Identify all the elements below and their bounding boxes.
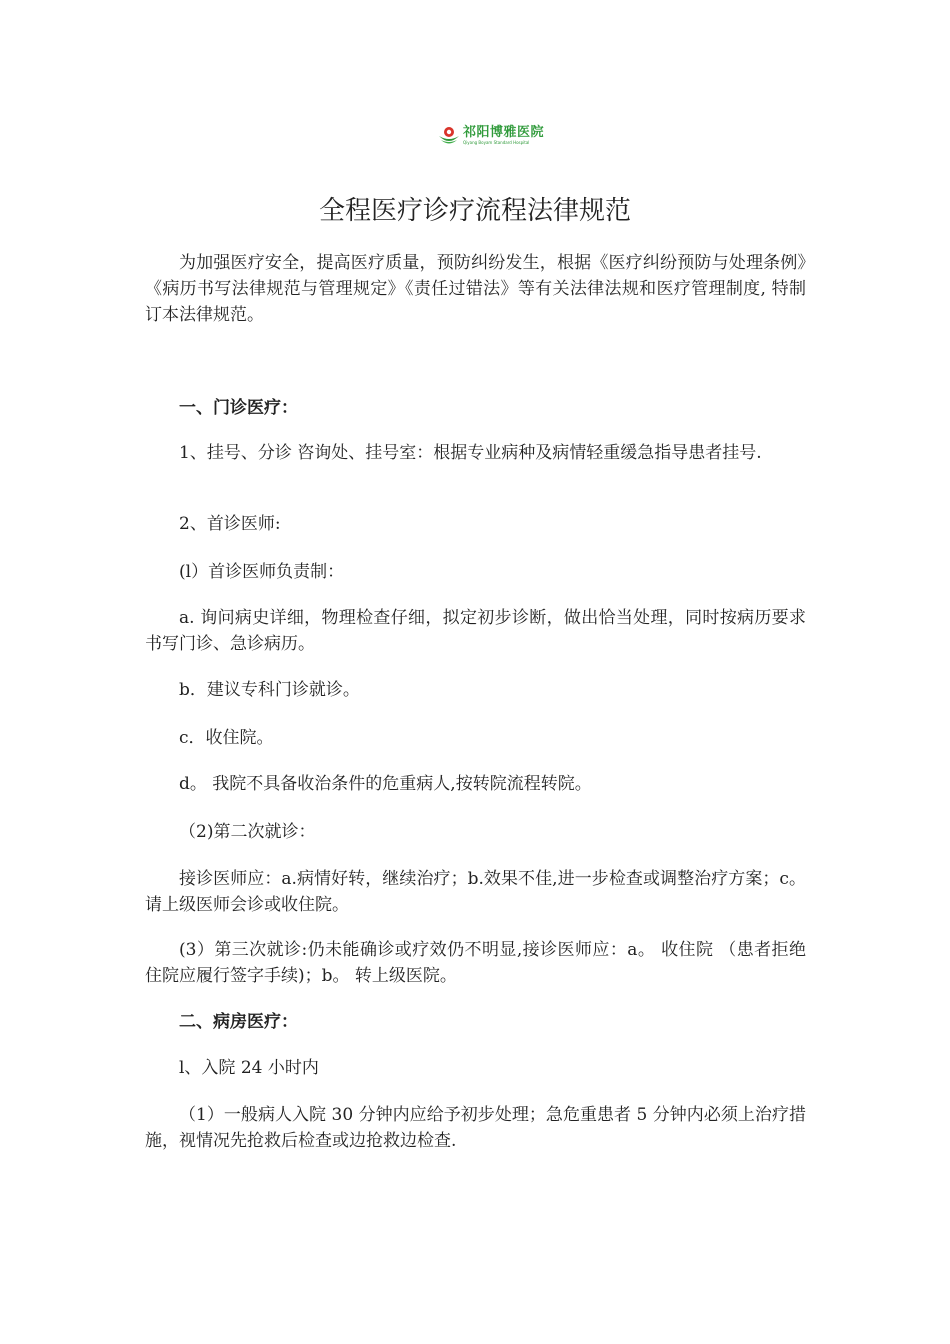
intro-paragraph: 为加强医疗安全，提高医疗质量，预防纠纷发生，根据《医疗纠纷预防与处理条例》《病历书写法律规范与管理规定》《责任过错法》等有关法律法规和医疗管理制度, 特制订本法律规范。 bbox=[145, 253, 806, 325]
paragraph-registration: 1、挂号、分诊 咨询处、挂号室：根据专业病种及病情轻重缓急指导患者挂号. bbox=[179, 443, 762, 463]
section-heading-outpatient: 一、门诊医疗： bbox=[179, 398, 298, 418]
document-title: 全程医疗诊疗流程法律规范 bbox=[318, 196, 631, 226]
hospital-logo-icon bbox=[438, 124, 460, 146]
paragraph-item-a: a. 询问病史详细，物理检查仔细，拟定初步诊断，做出恰当处理，同时按病历要求书写门诊、急诊病历。 bbox=[145, 608, 806, 654]
section-heading-ward: 二、病房医疗： bbox=[179, 1012, 298, 1032]
paragraph-item-b: b．建议专科门诊就诊。 bbox=[179, 680, 360, 700]
paragraph-initial-treatment: （1）一般病人入院 30 分钟内应给予初步处理；急危重患者 5 分钟内必须上治疗措施，视情况先抢救后检查或边抢救边检查. bbox=[145, 1105, 806, 1151]
hospital-name-english: Qiyang Boyam Standard Hospital bbox=[463, 139, 530, 145]
paragraph-first-doctor: 2、首诊医师: bbox=[179, 514, 281, 534]
paragraph-item-d: d。 我院不具备收治条件的危重病人,按转院流程转院。 bbox=[179, 774, 592, 794]
hospital-name: 祁阳博雅医院 bbox=[463, 124, 545, 140]
paragraph-admission-24h: l、入院 24 小时内 bbox=[179, 1058, 319, 1078]
paragraph-third-visit: (3）第三次就诊:仍未能确诊或疗效仍不明显,接诊医师应：a。 收住院 （患者拒绝住院应履行签字手续)；b。 转上级医院。 bbox=[145, 940, 806, 986]
hospital-logo bbox=[438, 124, 544, 146]
paragraph-first-doctor-responsibility: (l）首诊医师负责制： bbox=[179, 562, 345, 582]
hospital-logo-text bbox=[463, 126, 544, 145]
paragraph-second-visit-detail: 接诊医师应：a.病情好转，继续治疗；b.效果不佳,进一步检查或调整治疗方案；c。请上级医师会诊或收住院。 bbox=[145, 869, 806, 915]
paragraph-second-visit: （2)第二次就诊： bbox=[179, 822, 316, 842]
paragraph-item-c: c．收住院。 bbox=[179, 728, 274, 748]
